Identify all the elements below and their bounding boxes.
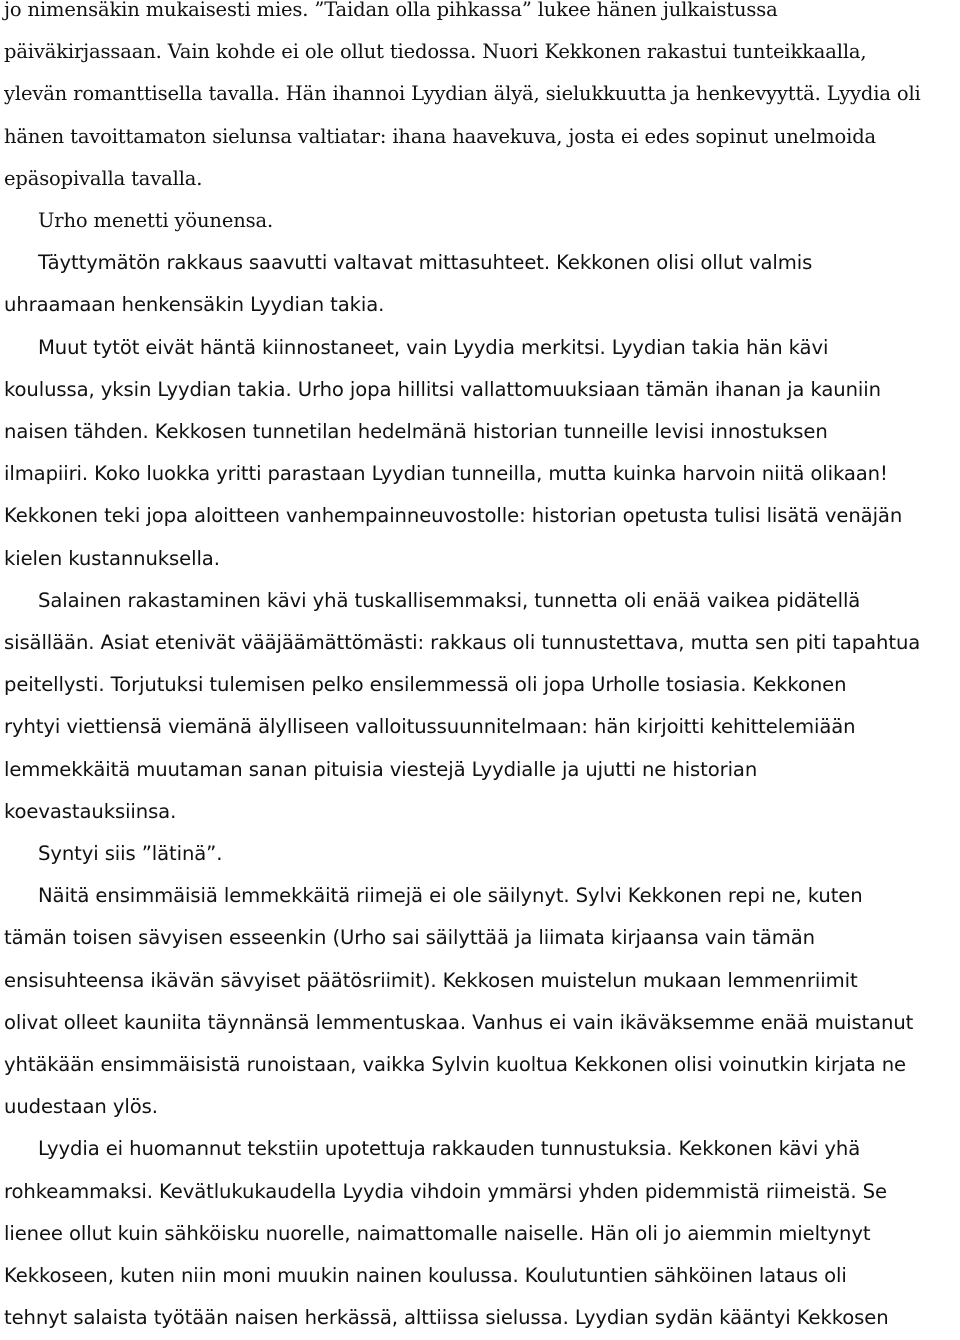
text-line: ryhtyi viettiensä viemänä älylliseen valloitussuunnitelmaan: hän kirjoitti kehittelemiään xyxy=(4,715,856,739)
text-line: naisen tähden. Kekkosen tunnetilan hedelmänä historian tunneille levisi innostuksen xyxy=(4,420,828,444)
text-line: Täyttymätön rakkaus saavutti valtavat mittasuhteet. Kekkonen olisi ollut valmis xyxy=(38,251,813,275)
text-line: tehnyt salaista työtään naisen herkässä, alttiissa sielussa. Lyydian sydän kääntyi Kekkosen xyxy=(4,1306,889,1330)
text-line: olivat olleet kauniita täynnänsä lemmentuskaa. Vanhus ei vain ikäväksemme enää muistanut xyxy=(4,1010,914,1034)
text-line: uudestaan ylös. xyxy=(4,1095,158,1119)
text-line: Syntyi siis ”lätinä”. xyxy=(38,842,223,866)
text-line: koevastauksiinsa. xyxy=(4,799,177,823)
text-line: ensisuhteensa ikävän sävyiset päätösriimit). Kekkosen muistelun mukaan lemmenriimit xyxy=(4,968,858,992)
text-line: rohkeammaksi. Kevätlukukaudella Lyydia vihdoin ymmärsi yhden pidemmistä riimeistä. Se xyxy=(4,1179,887,1203)
text-line: Lyydia ei huomannut tekstiin upotettuja rakkauden tunnustuksia. Kekkonen kävi yhä xyxy=(38,1137,861,1161)
text-line: sisällään. Asiat etenivät vääjäämättömästi: rakkaus oli tunnustettava, mutta sen piti tapahtua xyxy=(4,631,921,655)
text-line: päiväkirjassaan. Vain kohde ei ole ollut tiedossa. Nuori Kekkonen rakastui tunteikkaalla, xyxy=(4,40,867,64)
text-line: Salainen rakastaminen kävi yhä tuskallisemmaksi, tunnetta oli enää vaikea pidätellä xyxy=(38,588,861,612)
text-line: jo nimensäkin mukaisesti mies. ”Taidan olla pihkassa” lukee hänen julkaistussa xyxy=(4,0,778,21)
text-line: epäsopivalla tavalla. xyxy=(4,166,203,190)
text-line: Kekkonen teki jopa aloitteen vanhempainneuvostolle: historian opetusta tulisi lisätä venäjän xyxy=(4,504,903,528)
text-line: koulussa, yksin Lyydian takia. Urho jopa hillitsi vallattomuuksiaan tämän ihanan ja kauniin xyxy=(4,377,881,401)
text-line: Urho menetti yöunensa. xyxy=(38,209,273,233)
text-line: peitellysti. Torjutuksi tulemisen pelko ensilemmessä oli jopa Urholle tosiasia. Kekkonen xyxy=(4,673,847,697)
text-line: Kekkoseen, kuten niin moni muukin nainen koulussa. Koulutuntien sähköinen lataus oli xyxy=(4,1264,847,1288)
text-line: lemmekkäitä muutaman sanan pituisia viestejä Lyydialle ja ujutti ne historian xyxy=(4,757,758,781)
text-line: ylevän romanttisella tavalla. Hän ihannoi Lyydian älyä, sielukkuutta ja henkevyyttä. Lyydia oli xyxy=(4,82,921,106)
text-line: Muut tytöt eivät häntä kiinnostaneet, vain Lyydia merkitsi. Lyydian takia hän kävi xyxy=(38,335,829,359)
text-line: Näitä ensimmäisiä lemmekkäitä riimejä ei ole säilynyt. Sylvi Kekkonen repi ne, kuten xyxy=(38,884,863,908)
text-line: hänen tavoittamaton sielunsa valtiatar: ihana haavekuva, josta ei edes sopinut unelmoida xyxy=(4,124,877,148)
document-body xyxy=(4,0,960,1340)
text-line: lienee ollut kuin sähköisku nuorelle, naimattomalle naiselle. Hän oli jo aiemmin mieltynyt xyxy=(4,1221,871,1245)
text-line: uhraamaan henkensäkin Lyydian takia. xyxy=(4,293,385,317)
text-line: yhtäkään ensimmäisistä runoistaan, vaikka Sylvin kuoltua Kekkonen olisi voinutkin kirjata ne xyxy=(4,1053,906,1077)
text-line: kielen kustannuksella. xyxy=(4,546,220,570)
text-line: tämän toisen sävyisen esseenkin (Urho sai säilyttää ja liimata kirjaansa vain tämän xyxy=(4,926,815,950)
text-line: ilmapiiri. Koko luokka yritti parastaan Lyydian tunneilla, mutta kuinka harvoin niitä olikaan! xyxy=(4,462,888,486)
